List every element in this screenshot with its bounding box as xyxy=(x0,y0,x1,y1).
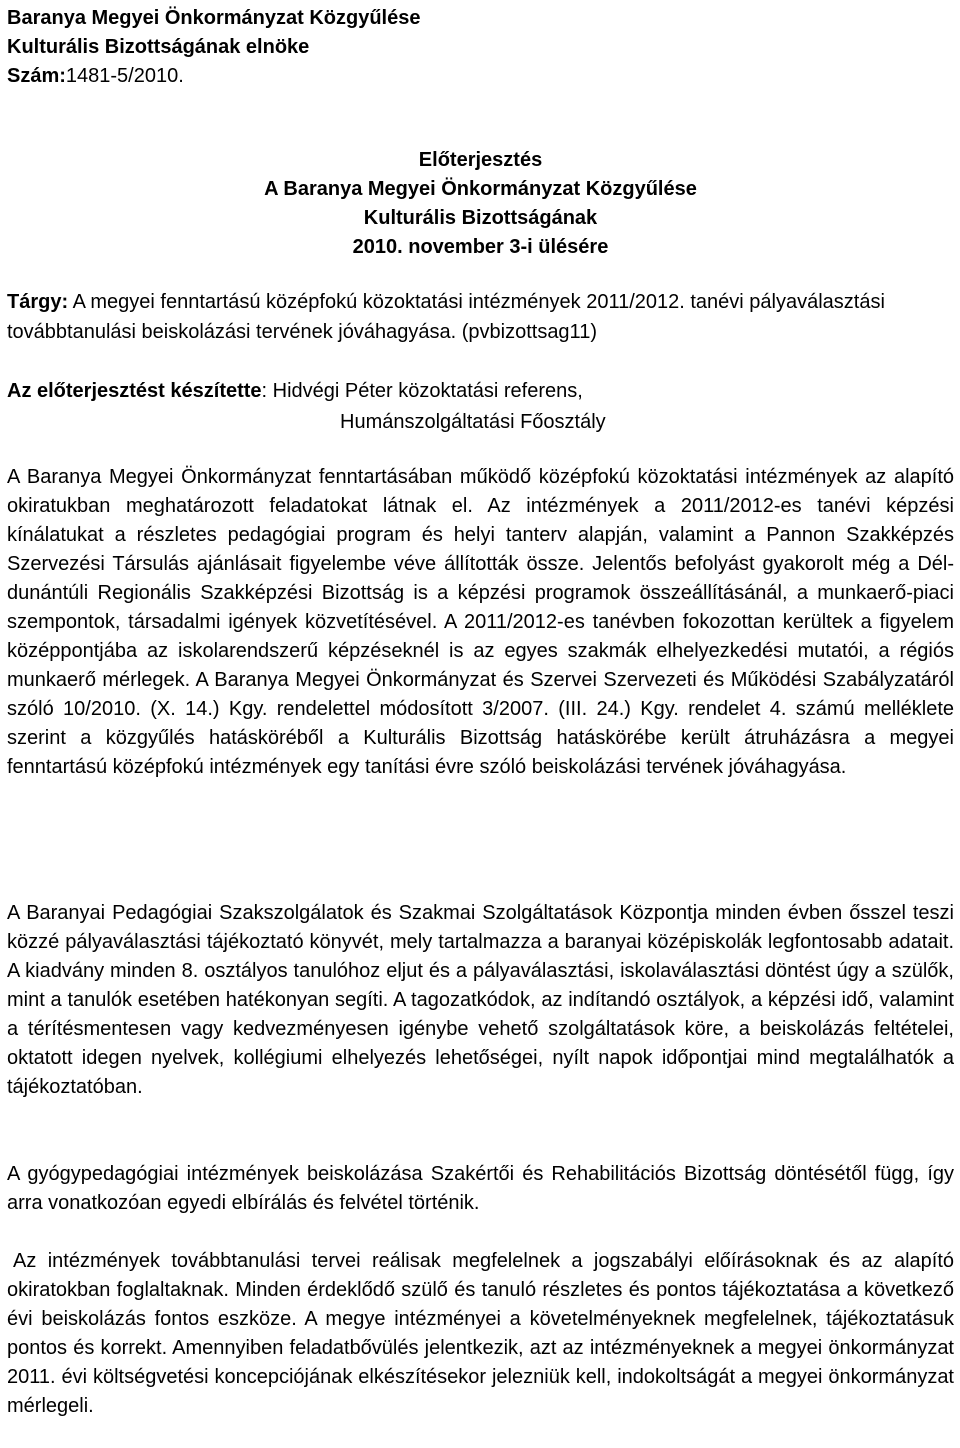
title-line-2: A Baranya Megyei Önkormányzat Közgyűlése xyxy=(264,178,697,200)
preparer-block xyxy=(7,376,954,438)
body-paragraph-3: A gyógypedagógiai intézmények beiskolázása Szakértői és Rehabilitációs Bizottság döntésétől függ, így arra vonatkozóan egyedi elbírálás és felvétel történik. xyxy=(7,1163,954,1214)
preparer-department: Humánszolgáltatási Főosztály xyxy=(340,411,606,433)
issuer-line-1: Baranya Megyei Önkormányzat Közgyűlése xyxy=(7,7,421,29)
issuer-line-2: Kulturális Bizottságának elnöke xyxy=(7,36,310,58)
subject-block xyxy=(7,287,954,347)
title-line-3: Kulturális Bizottságának xyxy=(363,207,598,229)
body-paragraph-2: A Baranyai Pedagógiai Szakszolgálatok és Szakmai Szolgáltatások Központja minden évben ősszel teszi közzé pályaválasztási tájékoztató könyvét, mely tartalmazza a baranyai középiskolák legfontosabb adatait. A kiadvány minden 8. osztályos tanulóhoz eljut és a pályaválasztási, iskolaválasztási döntést úgy a szülők, mint a tanulók esetében hatékonyan segíti. A tagozatkódok, az indítandó osztályok, a képzési idő, valamint a térítésmentesen vagy kedvezményesen igénybe vehető szolgáltatások köre, a beiskolázás feltételei, oktatott idegen nyelvek, kollégiumi elhelyezés lehetőségei, nyílt napok időpontjai mind megtalálhatók a tájékoztatóban. xyxy=(7,902,954,1098)
document-title xyxy=(7,146,954,262)
subject-text: A megyei fenntartású középfokú közoktatási intézmények 2011/2012. tanévi pályaválasztási továbbtanulási beiskolázási tervének jóváhagyása. (pvbizottsag11) xyxy=(7,291,885,343)
reference-number-label: Szám: xyxy=(7,65,66,87)
title-line-4: 2010. november 3-i ülésére xyxy=(352,236,609,258)
title-line-1: Előterjesztés xyxy=(418,149,543,171)
preparer-name: : Hidvégi Péter közoktatási referens, xyxy=(261,380,583,402)
body-paragraph-4: Az intézmények továbbtanulási tervei reálisak megfelelnek a jogszabályi előírásoknak és az alapító okiratokban foglaltaknak. Minden érdeklődő szülő és tanuló részletes és pontos tájékoztatása a következő évi beiskolázás fontos eszköze. A megye intézményei a követelményeknek megfelelnek, tájékoztatásuk pontos és korrekt. Amennyiben feladatbővülés jelentkezik, azt az intézményeknek a megyei önkormányzat 2011. évi költségvetési koncepciójának elkészítésekor jelezniük kell, indokoltságát a megyei önkormányzat mérlegeli. xyxy=(7,1250,954,1417)
reference-number-value: 1481-5/2010. xyxy=(65,65,184,87)
body-paragraph-1: A Baranya Megyei Önkormányzat fenntartásában működő középfokú közoktatási intézmények az alapító okiratukban meghatározott feladatokat látnak el. Az intézmények a 2011/2012-es tanévi képzési kínálatukat a részletes pedagógiai program és helyi tanterv alapján, valamint a Pannon Szakképzés Szervezési Társulás ajánlásait figyelembe véve állították össze. Jelentős befolyást gyakorolt még a Dél-dunántúli Regionális Szakképzési Bizottság is a képzési programok összeállításánál, a munkaerő-piaci szempontok, társadalmi igények közvetítésével. A 2011/2012-es tanévben fokozottan kerültek a figyelem középpontjába az iskolarendszerű képzéseknél is az egyes szakmák elhelyezkedési mutatói, a régiós munkaerő mérlegek. A Baranya Megyei Önkormányzat és Szervei Szervezeti és Működési Szabályzatáról szóló 10/2010. (X. 14.) Kgy. rendelettel módosított 3/2007. (III. 24.) Kgy. rendelet 4. számú melléklete szerint a közgyűlés hatásköréből a Kulturális Bizottság hatáskörébe került átruházásra a megyei fenntartású középfokú intézmények egy tanítási évre szóló beiskolázási tervének jóváhagyása. xyxy=(7,466,954,778)
preparer-label: Az előterjesztést készítette xyxy=(7,380,262,402)
document-header xyxy=(7,4,420,91)
reference-number xyxy=(7,62,420,91)
subject-label: Tárgy: xyxy=(7,291,69,313)
